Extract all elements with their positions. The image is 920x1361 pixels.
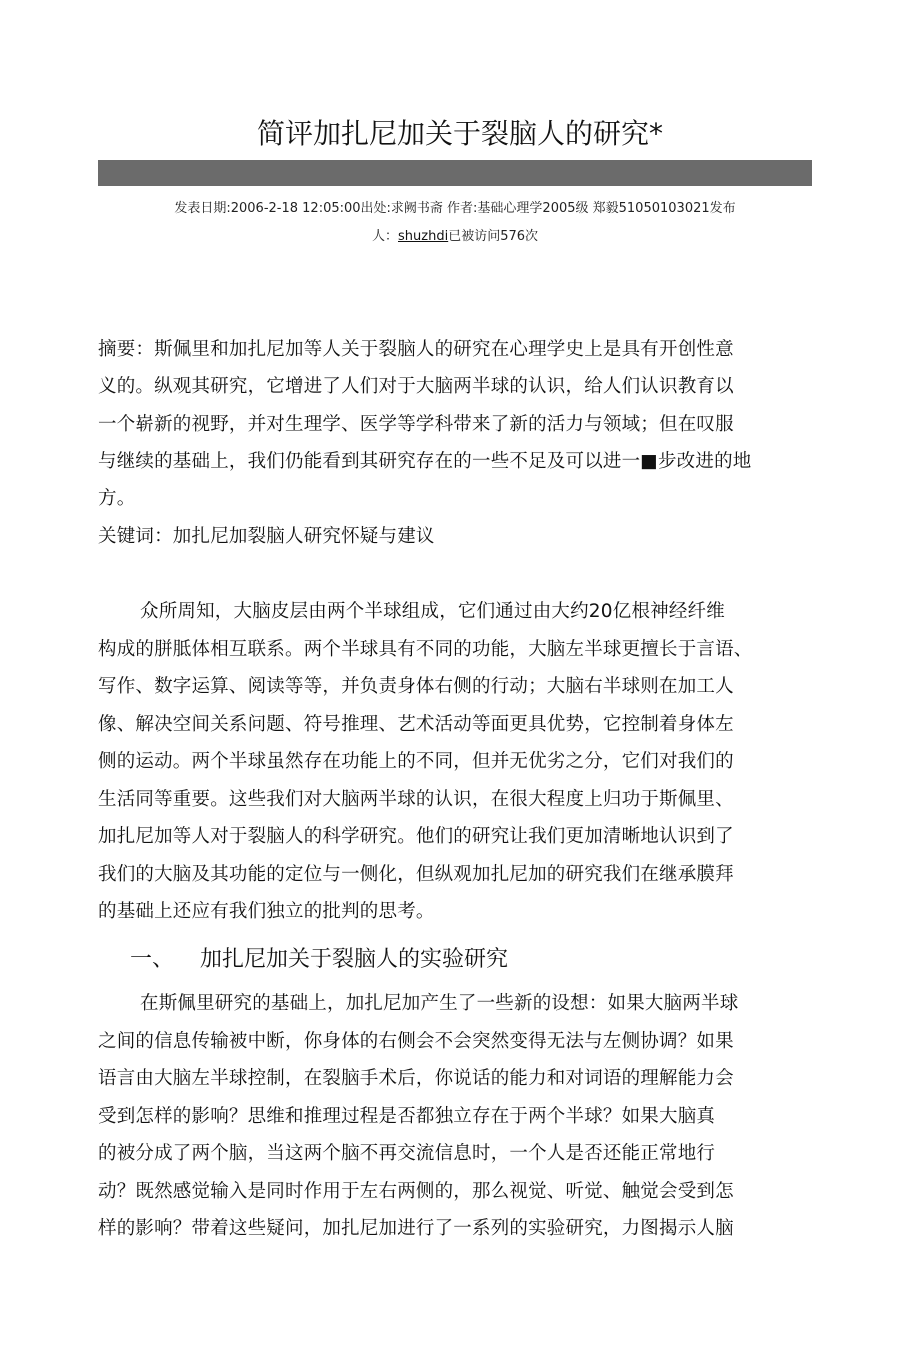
para2-line: 之间的信息传输被中断，你身体的右侧会不会突然变得无法与左侧协调？如果 <box>98 1030 734 1052</box>
para2-line: 语言由大脑左半球控制，在裂脑手术后，你说话的能力和对词语的理解能力会 <box>98 1068 734 1089</box>
abstract-line: 与继续的基础上，我们仍能看到其研究存在的一些不足及可以进一■步改进的地 <box>98 450 752 472</box>
para2-line: 在斯佩里研究的基础上，加扎尼加产生了一些新的设想：如果大脑两半球 <box>140 993 739 1014</box>
para1-line: 的基础上还应有我们独立的批判的思考。 <box>98 901 435 922</box>
title-divider-bar <box>98 160 812 186</box>
keywords: 关键词：加扎尼加裂脑人研究怀疑与建议 <box>98 526 435 547</box>
section-number: 一、 <box>130 947 175 972</box>
para2-line: 动？既然感觉输入是同时作用于左右两侧的，那么视觉、听觉、触觉会受到怎 <box>98 1180 734 1202</box>
meta-prefix: 人： <box>371 229 398 244</box>
para1-line: 加扎尼加等人对于裂脑人的科学研究。他们的研究让我们更加清晰地认识到了 <box>98 826 734 847</box>
meta-line-2 <box>98 225 812 244</box>
meta-visits: 已被访问576次 <box>448 229 539 244</box>
para1-line: 生活同等重要。这些我们对大脑两半球的认识，在很大程度上归功于斯佩里、 <box>98 788 734 810</box>
para1-line: 像、解决空间关系问题、符号推理、艺术活动等面更具优势，它控制着身体左 <box>98 713 734 735</box>
meta-line-1: 发表日期:2006-2-18 12:05:00出处:求阙书斋 作者:基础心理学2005级 郑毅51050103021发布 <box>174 201 736 216</box>
para2-line: 受到怎样的影响？思维和推理过程是否都独立存在于两个半球？如果大脑真 <box>98 1105 716 1127</box>
document-title: 简评加扎尼加关于裂脑人的研究* <box>256 117 663 150</box>
abstract-line: 义的。纵观其研究，它增进了人们对于大脑两半球的认识，给人们认识教育以 <box>98 376 734 398</box>
abstract-line: 一个崭新的视野，并对生理学、医学等学科带来了新的活力与领域；但在叹服 <box>98 413 734 435</box>
para2-line: 样的影响？带着这些疑问，加扎尼加进行了一系列的实验研究，力图揭示人脑 <box>98 1218 734 1239</box>
para1-line: 构成的胼胝体相互联系。两个半球具有不同的功能，大脑左半球更擅长于言语、 <box>98 638 753 660</box>
abstract-line: 方。 <box>98 488 136 510</box>
para1-line: 写作、数字运算、阅读等等，并负责身体右侧的行动；大脑右半球则在加工人 <box>98 676 734 697</box>
para1-line: 侧的运动。两个半球虽然存在功能上的不同，但并无优劣之分，它们对我们的 <box>98 751 734 772</box>
publisher-link[interactable]: shuzhdi <box>398 229 449 244</box>
para2-line: 的被分成了两个脑，当这两个脑不再交流信息时，一个人是否还能正常地行 <box>98 1143 716 1164</box>
para1-line: 我们的大脑及其功能的定位与一侧化，但纵观加扎尼加的研究我们在继承膜拜 <box>98 863 734 885</box>
abstract-line: 摘要：斯佩里和加扎尼加等人关于裂脑人的研究在心理学史上是具有开创性意 <box>98 339 734 360</box>
para1-line: 众所周知，大脑皮层由两个半球组成，它们通过由大约20亿根神经纤维 <box>140 601 725 622</box>
section-heading: 加扎尼加关于裂脑人的实验研究 <box>200 947 509 972</box>
